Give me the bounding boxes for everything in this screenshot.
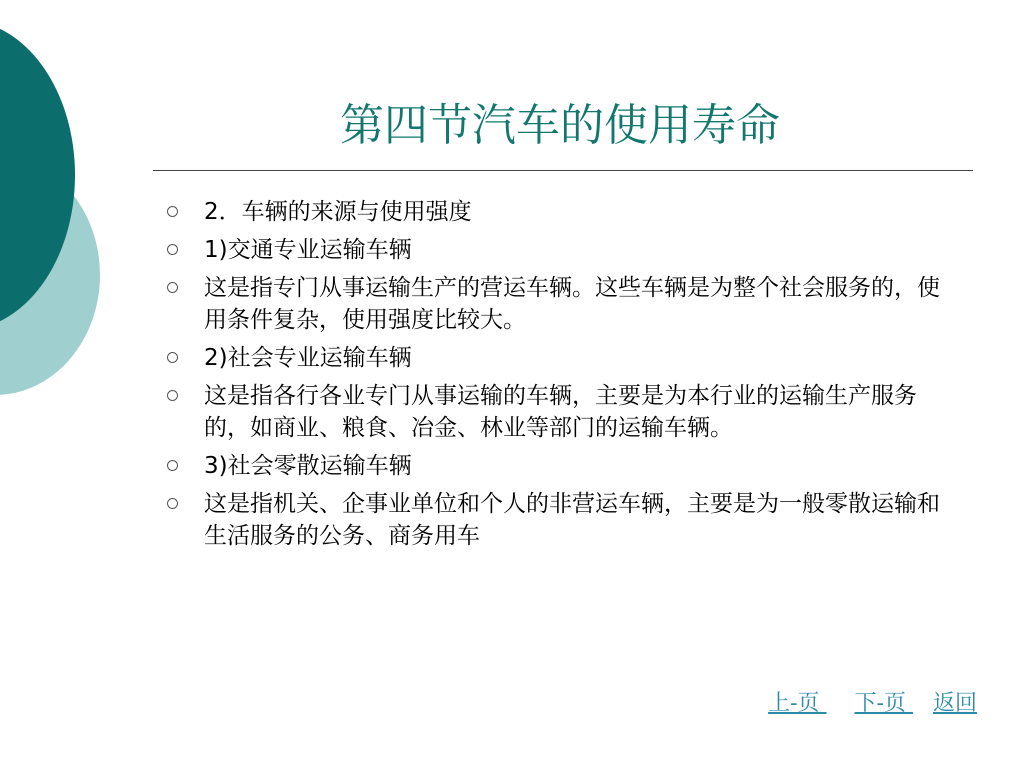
bullet-item-1 bbox=[162, 196, 952, 228]
decorative-circles bbox=[0, 0, 140, 420]
bullet-item-7 bbox=[162, 488, 952, 552]
prev-page-link[interactable]: 上-页 bbox=[768, 691, 827, 716]
hollow-circle-bullet-icon bbox=[167, 244, 178, 255]
bullet-item-6 bbox=[162, 450, 952, 482]
slide-title: 第四节汽车的使用寿命 bbox=[340, 100, 780, 151]
bullet-item-5 bbox=[162, 380, 952, 444]
hollow-circle-bullet-icon bbox=[167, 282, 178, 293]
hollow-circle-bullet-icon bbox=[167, 352, 178, 363]
bullet-item-4 bbox=[162, 342, 952, 374]
bullet-text: 3)社会零散运输车辆 bbox=[204, 453, 412, 479]
hollow-circle-bullet-icon bbox=[167, 498, 178, 509]
title-divider bbox=[153, 170, 973, 171]
bullet-text: 这是指专门从事运输生产的营运车辆。这些车辆是为整个社会服务的，使用条件复杂，使用强度比较大。 bbox=[204, 275, 940, 333]
bullet-text: 2．车辆的来源与使用强度 bbox=[204, 199, 472, 225]
slide-navigation bbox=[768, 688, 977, 720]
next-page-link[interactable]: 下-页 bbox=[854, 691, 913, 716]
hollow-circle-bullet-icon bbox=[167, 460, 178, 471]
hollow-circle-bullet-icon bbox=[167, 390, 178, 401]
bullet-item-2 bbox=[162, 234, 952, 266]
bullet-text: 这是指机关、企事业单位和个人的非营运车辆，主要是为一般零散运输和生活服务的公务、商务用车 bbox=[204, 491, 940, 549]
bullet-text: 2)社会专业运输车辆 bbox=[204, 345, 412, 371]
bullet-text: 这是指各行各业专门从事运输的车辆，主要是为本行业的运输生产服务的，如商业、粮食、冶金、林业等部门的运输车辆。 bbox=[204, 383, 917, 441]
back-link[interactable]: 返回 bbox=[932, 691, 977, 716]
bullet-list bbox=[162, 196, 952, 558]
bullet-text: 1)交通专业运输车辆 bbox=[204, 237, 412, 263]
bullet-item-3 bbox=[162, 272, 952, 336]
hollow-circle-bullet-icon bbox=[167, 206, 178, 217]
